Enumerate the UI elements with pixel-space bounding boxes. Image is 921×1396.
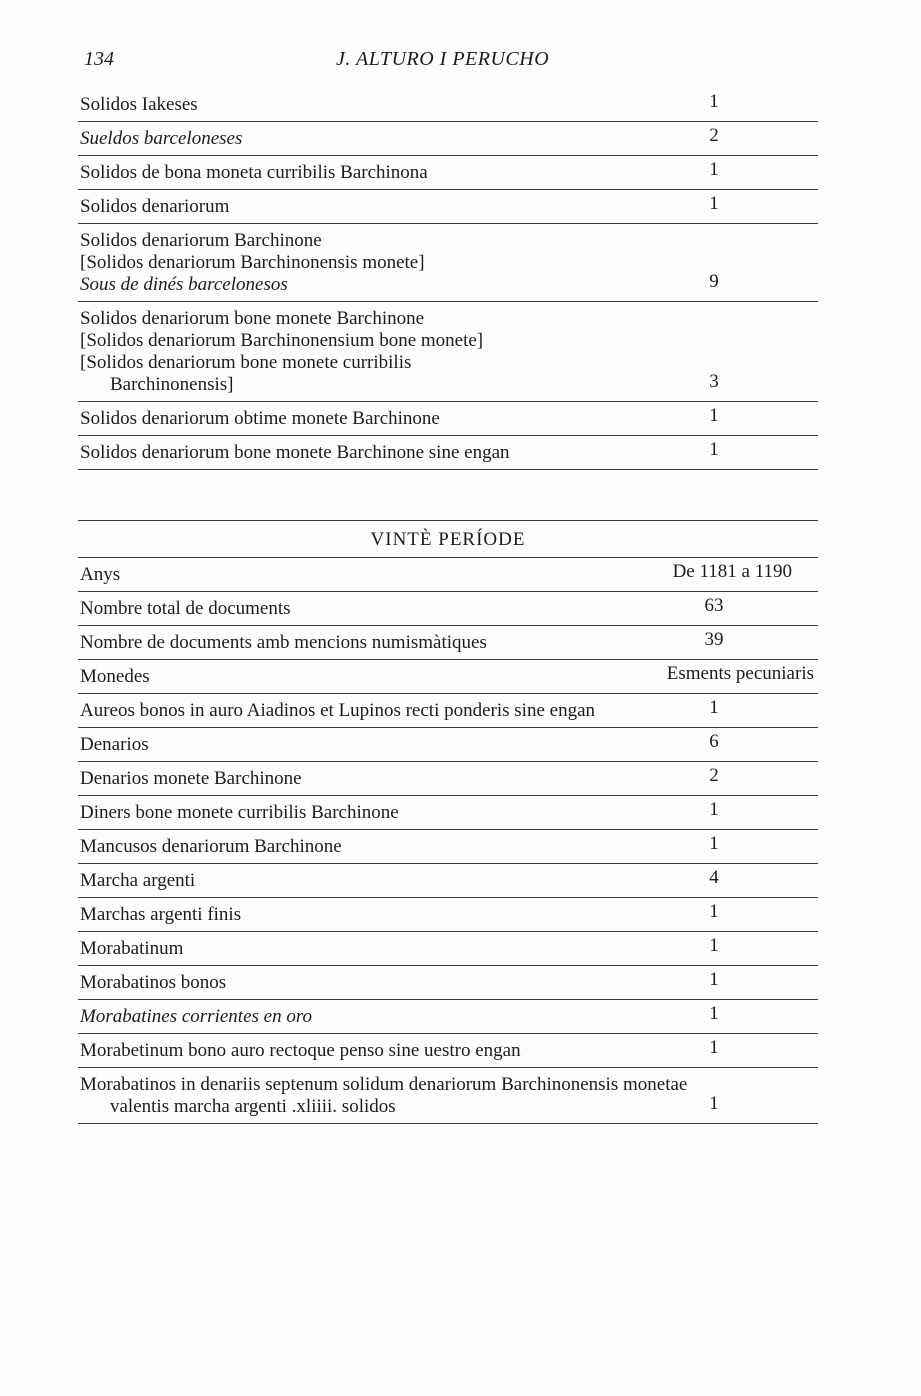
entry-count: 2 <box>709 125 719 146</box>
entry-text: Denarios monete Barchinone <box>80 768 302 789</box>
entry-line: Solidos denariorum obtime monete Barchinone <box>80 408 440 429</box>
entry-count: 3 <box>709 371 719 392</box>
years-row <box>78 558 818 592</box>
entry-count: 1 <box>709 1003 719 1024</box>
total-label: Nombre total de documents <box>80 598 291 619</box>
entry-text: Marchas argenti finis <box>80 904 242 925</box>
total-row <box>78 592 818 626</box>
years-value: De 1181 a 1190 <box>672 561 792 582</box>
entry-text: Morabatinos bonos <box>80 972 227 993</box>
table-row <box>78 224 818 302</box>
upper-table <box>78 88 818 470</box>
table-row <box>78 1000 818 1034</box>
entry-line: Solidos Iakeses <box>80 94 198 115</box>
entry-line: Solidos denariorum Barchinone <box>80 230 322 251</box>
entry-count: 1 <box>709 193 719 214</box>
table-row <box>78 830 818 864</box>
table-row <box>78 88 818 122</box>
entry-count: 1 <box>709 405 719 426</box>
mentions-value: 39 <box>704 629 724 650</box>
entry-text: Denarios <box>80 734 149 755</box>
entry-count: 1 <box>709 799 719 820</box>
total-value: 63 <box>704 595 724 616</box>
table-row <box>78 796 818 830</box>
table-row <box>78 694 818 728</box>
mentions-row <box>78 626 818 660</box>
table-row <box>78 728 818 762</box>
entry-count: 6 <box>709 731 719 752</box>
entry-count: 1 <box>709 159 719 180</box>
entry-line: Sueldos barceloneses <box>80 128 243 149</box>
entry-line: Solidos de bona moneta curribilis Barchinona <box>80 162 428 183</box>
years-label: Anys <box>80 564 121 585</box>
table-row <box>78 302 818 402</box>
entry-count: 1 <box>709 697 719 718</box>
period-title: VINTÈ PERÍODE <box>78 521 818 558</box>
table-row <box>78 1034 818 1068</box>
table-row <box>78 402 818 436</box>
entry-text: Morabetinum bono auro rectoque penso sine uestro engan <box>80 1040 521 1061</box>
table-row <box>78 1068 818 1124</box>
entry-text: Morabatinos in denariis septenum solidum denariorum Barchinonensis monetae valentis marcha argenti .xliiii. solidos <box>80 1074 688 1117</box>
table-row <box>78 190 818 224</box>
entry-line: Solidos denariorum bone monete Barchinone sine engan <box>80 442 510 463</box>
page-number: 134 <box>84 48 114 70</box>
entry-text: Mancusos denariorum Barchinone <box>80 836 342 857</box>
table-row <box>78 966 818 1000</box>
entry-text: Marcha argenti <box>80 870 196 891</box>
entry-line: [Solidos denariorum Barchinonensium bone monete] <box>80 330 484 351</box>
entry-line: [Solidos denariorum bone monete curribilis <box>80 352 412 373</box>
entry-count: 1 <box>709 439 719 460</box>
entry-count: 1 <box>709 91 719 112</box>
mentions-label: Nombre de documents amb mencions numismàtiques <box>80 632 487 653</box>
entry-text: Diners bone monete curribilis Barchinone <box>80 802 399 823</box>
entry-line: Barchinonensis] <box>110 374 234 395</box>
entry-count: 1 <box>709 1037 719 1058</box>
entry-line: Sous de dinés barcelonesos <box>80 274 288 295</box>
entry-line: [Solidos denariorum Barchinonensis monete] <box>80 252 425 273</box>
table-row <box>78 898 818 932</box>
entry-count: 1 <box>709 1093 719 1114</box>
table-row <box>78 436 818 470</box>
lower-table <box>78 492 818 1124</box>
entry-count: 1 <box>709 969 719 990</box>
running-title: J. ALTURO I PERUCHO <box>336 48 550 70</box>
entry-count: 9 <box>709 271 719 292</box>
entry-count: 2 <box>709 765 719 786</box>
entry-line: Solidos denariorum bone monete Barchinone <box>80 308 425 329</box>
table-row <box>78 156 818 190</box>
entry-text: Morabatines corrientes en oro <box>80 1006 313 1027</box>
period-separator <box>78 492 818 521</box>
entry-text: Aureos bonos in auro Aiadinos et Lupinos recti ponderis sine engan <box>80 700 596 721</box>
table-row <box>78 762 818 796</box>
table-row <box>78 122 818 156</box>
coins-value: Esments pecuniaris <box>666 663 814 684</box>
entry-count: 1 <box>709 935 719 956</box>
entry-count: 1 <box>709 901 719 922</box>
entry-count: 1 <box>709 833 719 854</box>
entry-line: Solidos denariorum <box>80 196 230 217</box>
page-header <box>84 48 584 74</box>
coins-label: Monedes <box>80 666 150 687</box>
table-row <box>78 932 818 966</box>
table-row <box>78 864 818 898</box>
lower-rows <box>78 694 818 1124</box>
entry-count: 4 <box>709 867 719 888</box>
entry-text: Morabatinum <box>80 938 184 959</box>
coins-header-row <box>78 660 818 694</box>
